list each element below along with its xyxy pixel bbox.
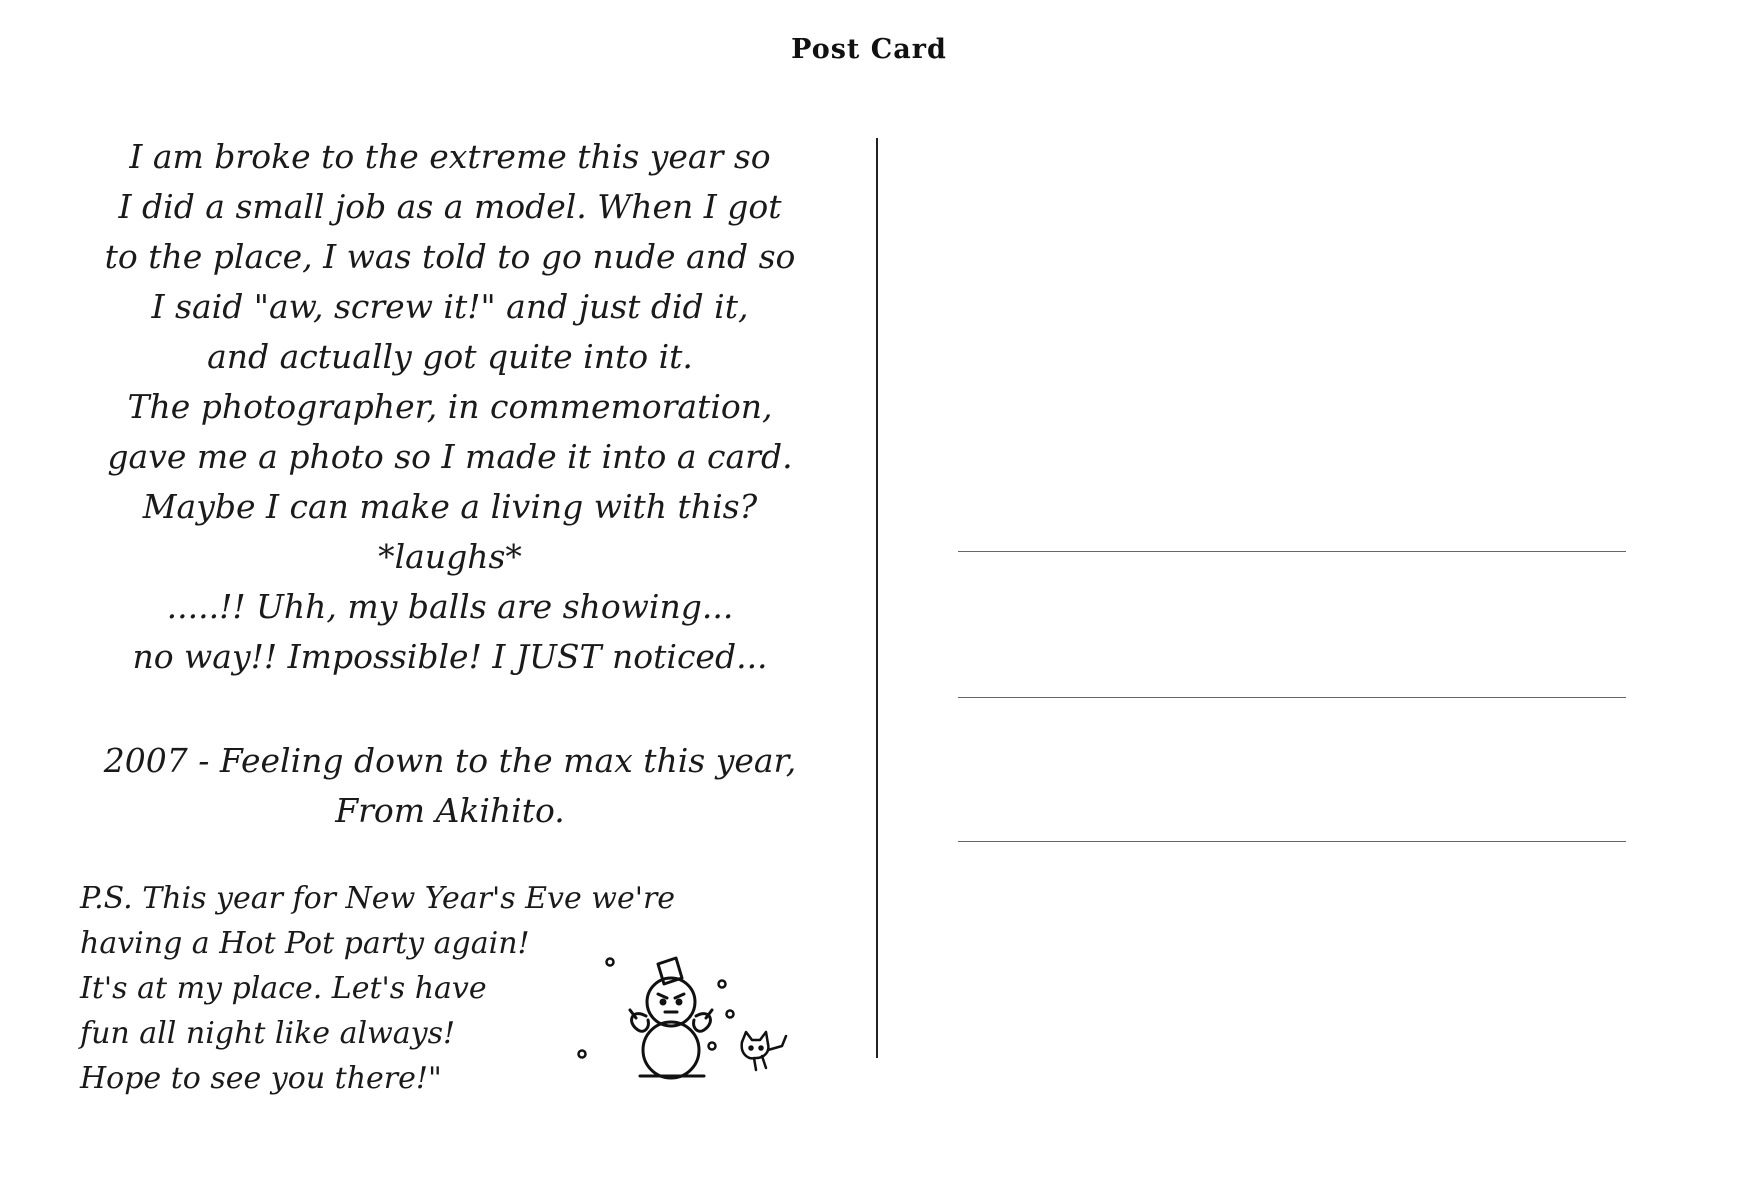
ps-line: fun all night like always! [80,1016,456,1051]
postcard-title: Post Card [791,34,947,65]
message-line: I said "aw, screw it!" and just did it, [151,287,749,326]
message-line: and actually got quite into it. [207,337,693,376]
message-line: Maybe I can make a living with this? [142,487,758,526]
signature-line: From Akihito. [335,791,565,830]
address-line [958,841,1626,842]
address-line [958,551,1626,552]
message-line: *laughs* [378,537,522,576]
snowman-cat-doodle [570,950,810,1080]
message-line: .....!! Uhh, my balls are showing... [166,587,734,626]
ps-line: Hope to see you there!" [80,1061,442,1096]
address-line [958,697,1626,698]
signature-line: 2007 - Feeling down to the max this year, [103,741,797,780]
message-body [60,132,840,682]
message-line: I am broke to the extreme this year so [129,137,771,176]
cat-icon [742,1032,786,1070]
snowman-icon [630,958,712,1078]
message-line: I did a small job as a model. When I got [118,187,782,226]
message-line: gave me a photo so I made it into a card. [107,437,793,476]
ps-line: It's at my place. Let's have [80,971,487,1006]
message-line: The photographer, in commemoration, [127,387,773,426]
signature-block [60,736,840,836]
snow-dots [579,959,734,1058]
ps-line: P.S. This year for New Year's Eve we're [80,881,676,916]
message-line: no way!! Impossible! I JUST noticed... [132,637,768,676]
ps-line: having a Hot Pot party again! [80,926,530,961]
center-divider [876,138,878,1058]
message-line: to the place, I was told to go nude and so [104,237,796,276]
